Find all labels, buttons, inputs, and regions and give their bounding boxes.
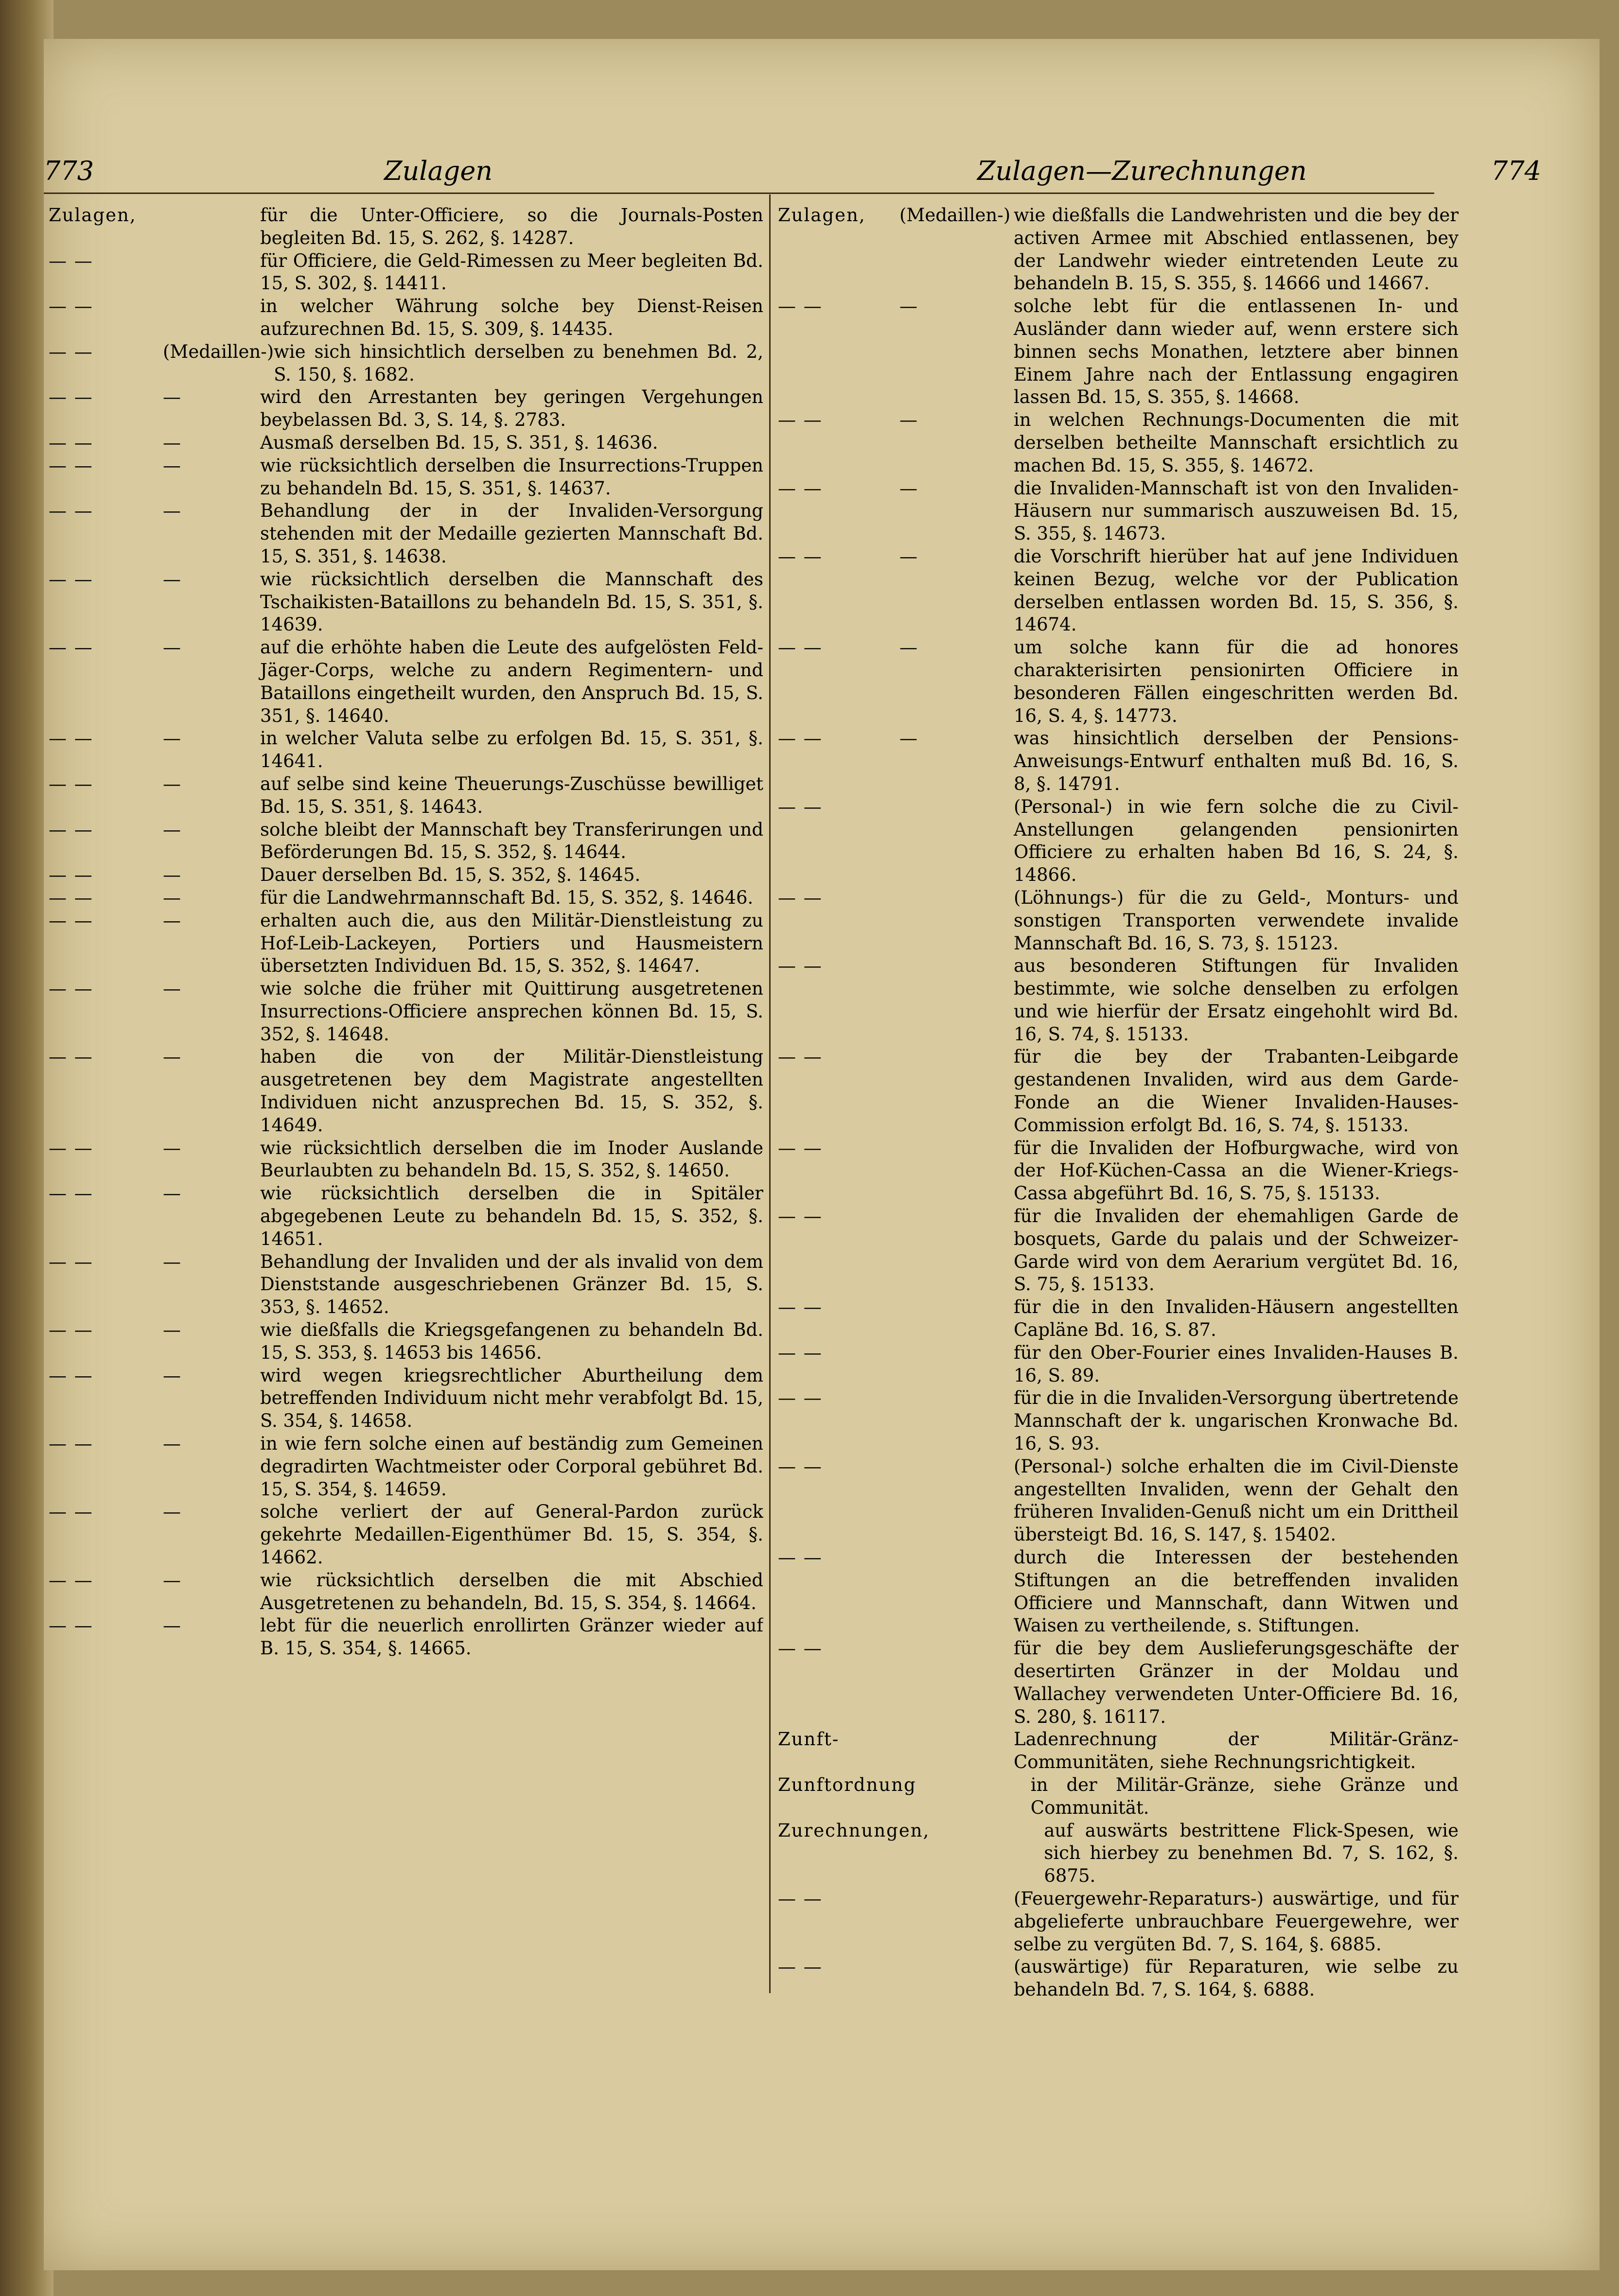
index-entry	[778, 727, 1459, 795]
index-entry	[49, 910, 763, 978]
column-divider	[769, 194, 771, 1993]
entry-keyword: — —	[778, 1297, 823, 1318]
entry-subkeyword: —	[899, 296, 917, 317]
index-entry	[778, 1956, 1459, 2001]
entry-text: was hinsichtlich derselben der Pensions-Anweisungs-Entwurf enthalten muß Bd. 16, S. 8, §. 14791.	[1014, 728, 1459, 794]
index-entry	[49, 204, 763, 250]
index-entry	[778, 545, 1459, 636]
index-entry	[49, 1319, 763, 1365]
index-entry	[49, 1614, 763, 1660]
entry-keyword: — —	[49, 864, 93, 886]
entry-keyword: — —	[49, 250, 93, 271]
entry-subkeyword: —	[163, 864, 181, 886]
entry-text: in der Militär-Gränze, siehe Gränze und Communität.	[1030, 1774, 1459, 1818]
index-entry	[49, 773, 763, 819]
entry-keyword: — —	[49, 1615, 93, 1636]
index-entry	[778, 1296, 1459, 1342]
entry-text: für die Unter-Officiere, so die Journals-Posten begleiten Bd. 15, S. 262, §. 14287.	[260, 205, 763, 248]
entry-keyword: — —	[49, 910, 93, 931]
entry-subkeyword: —	[163, 500, 181, 522]
entry-keyword: Zulagen,	[778, 205, 866, 226]
entry-subkeyword: —	[899, 477, 917, 499]
index-entry	[778, 636, 1459, 727]
entry-keyword: — —	[778, 1638, 823, 1659]
index-entry	[49, 978, 763, 1046]
right-column	[778, 204, 1459, 2149]
entry-subkeyword: —	[163, 1501, 181, 1523]
index-entry	[49, 500, 763, 568]
index-entry	[778, 1387, 1459, 1455]
entry-keyword: Zunft-	[778, 1729, 840, 1750]
entry-keyword: — —	[49, 1183, 93, 1204]
entry-keyword: — —	[49, 386, 93, 408]
index-entry	[778, 409, 1459, 477]
entry-subkeyword: —	[163, 1251, 181, 1272]
entry-subkeyword	[163, 295, 260, 341]
entry-subkeyword: —	[163, 1569, 181, 1591]
entry-text: für die Invaliden der Hofburgwache, wird von der Hof-Küchen-Cassa an die Wiener-Kriegs-Cassa abgeführt Bd. 16, S. 75, §. 15133.	[1014, 1137, 1459, 1204]
entry-text: auf selbe sind keine Theuerungs-Zuschüsse bewilliget Bd. 15, S. 351, §. 14643.	[260, 773, 763, 817]
entry-text: erhalten auch die, aus den Militär-Dienstleistung zu Hof-Leib-Lackeyen, Portiers und Hausmeistern übersetzten Individuen Bd. 15, S. 352, §. 14647.	[260, 910, 763, 977]
entry-subkeyword	[899, 1205, 1014, 1296]
entry-text: wie rücksichtlich derselben die im Inoder Auslande Beurlaubten zu behandeln Bd. 15, S. 352, §. 14650.	[260, 1137, 763, 1181]
entry-keyword: — —	[49, 1046, 93, 1068]
entry-text: die Vorschrift hierüber hat auf jene Individuen keinen Bezug, welche vor der Publication derselben entlassen worden Bd. 15, S. 356, §. 14674.	[1014, 545, 1459, 635]
entry-keyword: — —	[49, 455, 93, 476]
entry-keyword: — —	[49, 1365, 93, 1386]
entry-text: die Invaliden-Mannschaft ist von den Invaliden-Häusern nur summarisch auszuweisen Bd. 15, S. 355, §. 14673.	[1014, 477, 1459, 544]
entry-text: für die bey dem Auslieferungsgeschäfte der desertirten Gränzer in der Moldau und Wallachey verwendeten Unter-Officiere Bd. 16, S. 280, §. 16117.	[1014, 1638, 1459, 1727]
entry-keyword: — —	[778, 1455, 823, 1477]
entry-subkeyword: —	[163, 637, 181, 658]
entry-subkeyword: —	[163, 386, 181, 408]
entry-subkeyword	[899, 1637, 1014, 1728]
entry-text: für den Ober-Fourier eines Invaliden-Hauses B. 16, S. 89.	[1014, 1342, 1459, 1386]
header-rule	[44, 193, 1434, 194]
entry-text: Ladenrechnung der Militär-Gränz-Communitäten, siehe Rechnungsrichtigkeit.	[1014, 1729, 1459, 1773]
index-entry	[778, 1046, 1459, 1137]
entry-subkeyword: (Medaillen-)	[163, 341, 274, 362]
entry-subkeyword: —	[163, 819, 181, 840]
entry-text: in welcher Valuta selbe zu erfolgen Bd. 15, S. 351, §. 14641.	[260, 728, 763, 772]
entry-text: für die in den Invaliden-Häusern angestellten Capläne Bd. 16, S. 87.	[1014, 1297, 1459, 1341]
entry-text: (Personal-) in wie fern solche die zu Civil-Anstellungen gelangenden pensionirten Officiere zu erhalten haben Bd 16, S. 24, §. 14866.	[1014, 796, 1459, 886]
entry-text: für die bey der Trabanten-Leibgarde gestandenen Invaliden, wird aus dem Garde-Fonde an die Wiener Invaliden-Hauses-Commission erfolgt Bd. 16, S. 74, §. 15133.	[1014, 1046, 1459, 1136]
entry-subkeyword: —	[899, 637, 917, 658]
entry-text: in wie fern solche einen auf beständig zum Gemeinen degradirten Wachtmeister oder Corporal gebühret Bd. 15, S. 354, §. 14659.	[260, 1433, 763, 1500]
entry-keyword: — —	[49, 1137, 93, 1158]
entry-subkeyword: —	[163, 1046, 181, 1068]
entry-subkeyword: —	[899, 409, 917, 431]
entry-subkeyword	[899, 887, 1014, 955]
index-entry	[49, 1251, 763, 1319]
entry-keyword: — —	[49, 1319, 93, 1341]
entry-subkeyword: —	[163, 978, 181, 999]
entry-subkeyword: —	[163, 432, 181, 453]
entry-text: auf die erhöhte haben die Leute des aufgelösten Feld-Jäger-Corps, welche zu andern Regimentern- und Bataillons eingetheilt wurden, den Anspruch Bd. 15, S. 351, §. 14640.	[260, 637, 763, 726]
index-entry	[778, 1205, 1459, 1296]
entry-text: (Personal-) solche erhalten die im Civil-Dienste angestellten Invaliden, wenn der Gehalt den früheren Invaliden-Genuß nicht um ein Drittheil übersteigt Bd. 16, S. 147, §. 15402.	[1014, 1455, 1459, 1545]
entry-keyword: — —	[49, 1569, 93, 1591]
index-entry	[778, 1728, 1459, 1774]
index-entry	[49, 1569, 763, 1615]
left-column	[49, 204, 763, 2149]
entry-keyword: — —	[49, 568, 93, 590]
entry-text: für die in die Invaliden-Versorgung übertretende Mannschaft der k. ungarischen Kronwache Bd. 16, S. 93.	[1014, 1387, 1459, 1455]
entry-subkeyword: (Medaillen-)	[899, 205, 1011, 226]
entry-keyword: — —	[49, 978, 93, 999]
entry-text: wie sich hinsichtlich derselben zu benehmen Bd. 2, S. 150, §. 1682.	[274, 341, 763, 385]
entry-subkeyword	[899, 1046, 1014, 1137]
entry-subkeyword: —	[163, 1365, 181, 1386]
entry-subkeyword: —	[899, 545, 917, 567]
entry-text: in welcher Währung solche bey Dienst-Reisen aufzurechnen Bd. 15, S. 309, §. 14435.	[260, 296, 763, 339]
index-entry	[778, 796, 1459, 887]
entry-keyword: — —	[778, 728, 823, 749]
entry-subkeyword	[899, 1546, 1014, 1637]
entry-text: haben die von der Militär-Dienstleistung ausgetretenen bey dem Magistrate angestellten Individuen nicht anzusprechen Bd. 15, S. 352, §. 14649.	[260, 1046, 763, 1136]
entry-keyword: — —	[49, 296, 93, 317]
entry-text: durch die Interessen der bestehenden Stiftungen an die betreffenden invaliden Officiere und Mannschaft, dann Witwen und Waisen zu vertheilende, s. Stiftungen.	[1014, 1547, 1459, 1636]
entry-keyword: — —	[49, 728, 93, 749]
entry-subkeyword	[899, 1387, 1014, 1455]
entry-keyword: — —	[49, 1433, 93, 1455]
entry-keyword: — —	[778, 955, 823, 977]
entry-keyword: — —	[49, 500, 93, 522]
entry-text: wie rücksichtlich derselben die Mannschaft des Tschaikisten-Bataillons zu behandeln Bd. 15, S. 351, §. 14639.	[260, 568, 763, 635]
index-entry	[778, 887, 1459, 955]
entry-text: (Feuergewehr-Reparaturs-) auswärtige, und für abgelieferte unbrauchbare Feuergewehre, wer selbe zu vergüten Bd. 7, S. 164, §. 6885.	[1014, 1888, 1459, 1955]
index-entry	[778, 1637, 1459, 1728]
entry-text: wird wegen kriegsrechtlicher Aburtheilung dem betreffenden Individuum nicht mehr verabfolgt Bd. 15, S. 354, §. 14658.	[260, 1365, 763, 1432]
entry-keyword: — —	[778, 1206, 823, 1227]
entry-keyword: — —	[778, 1342, 823, 1363]
index-entry	[778, 1137, 1459, 1205]
entry-subkeyword	[899, 1296, 1014, 1342]
entry-keyword: — —	[49, 887, 93, 908]
entry-text: Behandlung der in der Invaliden-Versorgung stehenden mit der Medaille gezierten Mannschaft Bd. 15, S. 351, §. 14638.	[260, 500, 763, 567]
index-entry	[49, 568, 763, 636]
index-entry	[778, 204, 1459, 295]
entry-keyword: — —	[778, 477, 823, 499]
entry-subkeyword: —	[163, 1433, 181, 1455]
entry-subkeyword	[916, 1774, 1031, 1820]
entry-text: wird den Arrestanten bey geringen Vergehungen beybelassen Bd. 3, S. 14, §. 2783.	[260, 386, 763, 431]
entry-keyword: Zulagen,	[49, 205, 137, 226]
index-entry	[778, 1546, 1459, 1637]
entry-subkeyword	[899, 1137, 1014, 1205]
entry-keyword: — —	[778, 637, 823, 658]
index-entry	[49, 1501, 763, 1569]
left-running-title: Zulagen	[384, 156, 493, 186]
entry-subkeyword	[899, 1888, 1014, 1956]
entry-keyword: — —	[778, 887, 823, 908]
index-entry	[778, 1342, 1459, 1387]
entry-keyword: — —	[49, 432, 93, 453]
entry-subkeyword	[899, 1342, 1014, 1387]
entry-subkeyword	[163, 204, 260, 250]
entry-subkeyword: —	[163, 1137, 181, 1158]
entry-text: wie rücksichtlich derselben die Insurrections-Truppen zu behandeln Bd. 15, S. 351, §. 14637.	[260, 455, 763, 499]
entry-subkeyword: —	[163, 568, 181, 590]
entry-keyword: — —	[49, 1251, 93, 1272]
entry-text: solche verliert der auf General-Pardon zurück gekehrte Medaillen-Eigenthümer Bd. 15, S. 354, §. 14662.	[260, 1501, 763, 1568]
index-entry	[49, 432, 763, 455]
entry-keyword: — —	[778, 1547, 823, 1568]
entry-keyword: — —	[778, 1387, 823, 1409]
entry-keyword: — —	[778, 1888, 823, 1909]
index-entry	[49, 341, 763, 386]
entry-text: für die Landwehrmannschaft Bd. 15, S. 352, §. 14646.	[260, 887, 754, 908]
index-entry	[778, 1774, 1459, 1820]
index-entry	[778, 1888, 1459, 1956]
right-running-title: Zulagen—Zurechnungen	[977, 156, 1307, 186]
entry-text: lebt für die neuerlich enrollirten Gränzer wieder auf B. 15, S. 354, §. 14665.	[260, 1615, 763, 1659]
index-entry	[49, 819, 763, 864]
index-entry	[49, 727, 763, 773]
entry-text: Behandlung der Invaliden und der als invalid von dem Dienststande ausgeschriebenen Gränzer Bd. 15, S. 353, §. 14652.	[260, 1251, 763, 1318]
index-entry	[49, 864, 763, 887]
index-entry	[49, 1046, 763, 1137]
entry-text: für die Invaliden der ehemahligen Garde de bosquets, Garde du palais und der Schweizer-Garde wird von dem Aerarium vergütet Bd. 16, S. 75, §. 15133.	[1014, 1206, 1459, 1295]
entry-keyword: — —	[49, 1501, 93, 1523]
index-entry	[49, 636, 763, 727]
page-header	[44, 117, 1541, 186]
index-entry	[49, 1182, 763, 1250]
index-entry	[49, 386, 763, 432]
entry-subkeyword: —	[899, 728, 917, 749]
entry-subkeyword: —	[163, 1615, 181, 1636]
entry-subkeyword	[899, 1455, 1014, 1546]
entry-text: wie dießfalls die Kriegsgefangenen zu behandeln Bd. 15, S. 353, §. 14653 bis 14656.	[260, 1319, 763, 1363]
entry-text: solche lebt für die entlassenen In- und Ausländer dann wieder auf, wenn erstere sich binnen sechs Monathen, letztere aber binnen Einem Jahre nach der Entlassung engagiren lassen Bd. 15, S. 355, §. 14668.	[1014, 296, 1459, 408]
index-entry	[49, 1365, 763, 1433]
index-entry	[778, 955, 1459, 1046]
index-entry	[49, 295, 763, 341]
index-entry	[778, 295, 1459, 409]
index-entry	[49, 1137, 763, 1183]
entry-text: solche bleibt der Mannschaft bey Transferirungen und Beförderungen Bd. 15, S. 352, §. 14644.	[260, 819, 763, 863]
index-entry	[49, 887, 763, 910]
index-entry	[49, 1433, 763, 1501]
entry-subkeyword	[899, 796, 1014, 887]
entry-text: Dauer derselben Bd. 15, S. 352, §. 14645.	[260, 864, 641, 886]
entry-text: wie rücksichtlich derselben die mit Abschied Ausgetretenen zu behandeln, Bd. 15, S. 354, §. 14664.	[260, 1569, 763, 1613]
entry-subkeyword	[899, 1728, 1014, 1774]
entry-keyword: — —	[778, 1956, 823, 1978]
entry-keyword: — —	[49, 819, 93, 840]
entry-text: Ausmaß derselben Bd. 15, S. 351, §. 14636.	[260, 432, 658, 453]
entry-text: aus besonderen Stiftungen für Invaliden bestimmte, wie solche denselben zu erfolgen und wie hierfür der Ersatz eingehohlt wird Bd. 16, S. 74, §. 15133.	[1014, 955, 1459, 1045]
entry-subkeyword: —	[163, 1183, 181, 1204]
entry-text: wie dießfalls die Landwehristen und die bey der activen Armee mit Abschied entlassenen, bey der Landwehr wieder eintretenden Leute zu behandeln B. 15, S. 355, §. 14666 und 14667.	[1014, 205, 1459, 294]
entry-keyword: — —	[49, 773, 93, 794]
entry-keyword: — —	[778, 409, 823, 431]
entry-subkeyword	[930, 1820, 1044, 1888]
entry-keyword: Zunftordnung	[778, 1774, 916, 1795]
entry-keyword: — —	[778, 545, 823, 567]
entry-keyword: — —	[778, 296, 823, 317]
index-entry	[778, 477, 1459, 545]
entry-subkeyword: —	[163, 455, 181, 476]
index-entry	[49, 455, 763, 500]
entry-text: (Löhnungs-) für die zu Geld-, Monturs- und sonstigen Transporten verwendete invalide Mannschaft Bd. 16, S. 73, §. 15123.	[1014, 887, 1459, 954]
entry-keyword: — —	[49, 637, 93, 658]
entry-text: um solche kann für die ad honores charakterisirten pensionirten Officiere in besonderen Fällen eingeschritten werden Bd. 16, S. 4, §. 14773.	[1014, 637, 1459, 726]
entry-keyword: Zurechnungen,	[778, 1820, 930, 1841]
index-entry	[778, 1455, 1459, 1546]
entry-text: auf auswärts bestrittene Flick-Spesen, wie sich hierbey zu benehmen Bd. 7, S. 162, §. 6875.	[1044, 1820, 1459, 1887]
entry-subkeyword	[899, 955, 1014, 1046]
entry-keyword: — —	[778, 796, 823, 817]
entry-subkeyword: —	[163, 728, 181, 749]
entry-text: wie rücksichtlich derselben die in Spitäler abgegebenen Leute zu behandeln Bd. 15, S. 352, §. 14651.	[260, 1183, 763, 1249]
right-page-number: 774	[1491, 156, 1541, 186]
entry-text: in welchen Rechnungs-Documenten die mit derselben betheilte Mannschaft ersichtlich zu machen Bd. 15, S. 355, §. 14672.	[1014, 409, 1459, 476]
entry-text: für Officiere, die Geld-Rimessen zu Meer begleiten Bd. 15, S. 302, §. 14411.	[260, 250, 763, 294]
left-page-number: 773	[44, 156, 94, 186]
entry-subkeyword	[163, 250, 260, 296]
index-entry	[778, 1820, 1459, 1888]
entry-text: (auswärtige) für Reparaturen, wie selbe zu behandeln Bd. 7, S. 164, §. 6888.	[1014, 1956, 1459, 2000]
index-entry	[49, 250, 763, 296]
entry-subkeyword: —	[163, 1319, 181, 1341]
entry-subkeyword: —	[163, 773, 181, 794]
entry-subkeyword: —	[163, 887, 181, 908]
entry-subkeyword	[899, 1956, 1014, 2001]
entry-keyword: — —	[778, 1137, 823, 1158]
entry-subkeyword: —	[163, 910, 181, 931]
entry-keyword: — —	[49, 341, 93, 362]
entry-text: wie solche die früher mit Quittirung ausgetretenen Insurrections-Officiere ansprechen können Bd. 15, S. 352, §. 14648.	[260, 978, 763, 1045]
entry-keyword: — —	[778, 1046, 823, 1068]
